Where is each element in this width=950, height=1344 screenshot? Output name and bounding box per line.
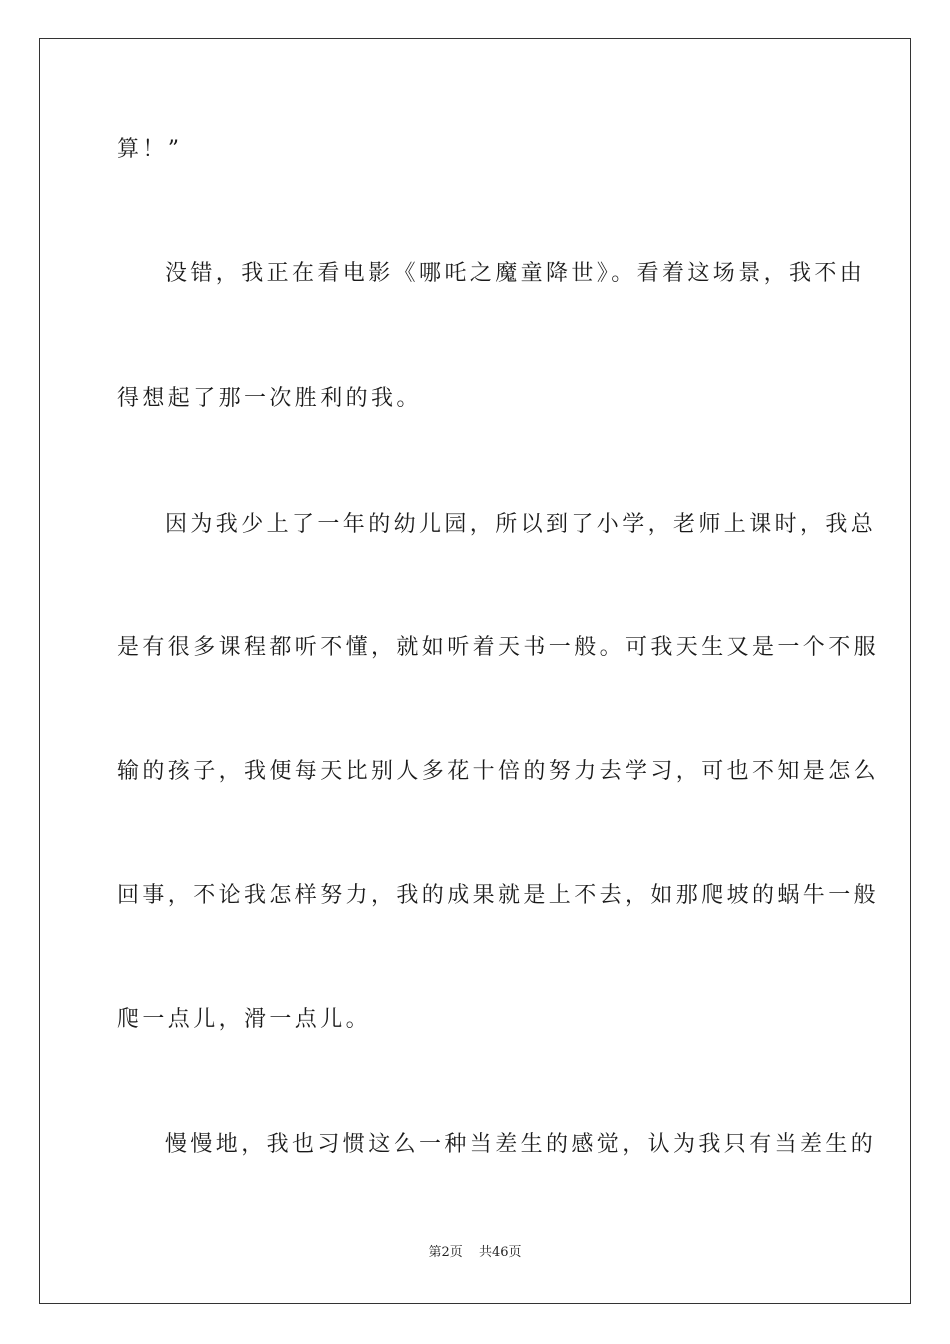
paragraph-line: 得想起了那一次胜利的我。 xyxy=(117,386,422,411)
paragraph-line: 因为我少上了一年的幼儿园，所以到了小学，老师上课时，我总 xyxy=(165,512,877,537)
paragraph-line: 是有很多课程都听不懂，就如听着天书一般。可我天生又是一个不服 xyxy=(117,635,880,660)
paragraph-line: 爬一点儿，滑一点儿。 xyxy=(117,1007,372,1032)
paragraph-line: 算！” xyxy=(117,137,183,162)
paragraph-line: 回事，不论我怎样努力，我的成果就是上不去，如那爬坡的蜗牛一般 xyxy=(117,883,880,908)
paragraph-line: 没错，我正在看电影《哪吒之魔童降世》。看着这场景，我不由 xyxy=(165,261,866,286)
page-number: 第2页 xyxy=(428,1245,463,1260)
paragraph-line: 慢慢地，我也习惯这么一种当差生的感觉，认为我只有当差生的 xyxy=(165,1132,877,1157)
page-frame xyxy=(39,38,911,1304)
page-footer xyxy=(0,1244,950,1262)
total-pages: 共46页 xyxy=(478,1245,522,1260)
paragraph-line: 输的孩子，我便每天比别人多花十倍的努力去学习，可也不知是怎么 xyxy=(117,759,880,784)
